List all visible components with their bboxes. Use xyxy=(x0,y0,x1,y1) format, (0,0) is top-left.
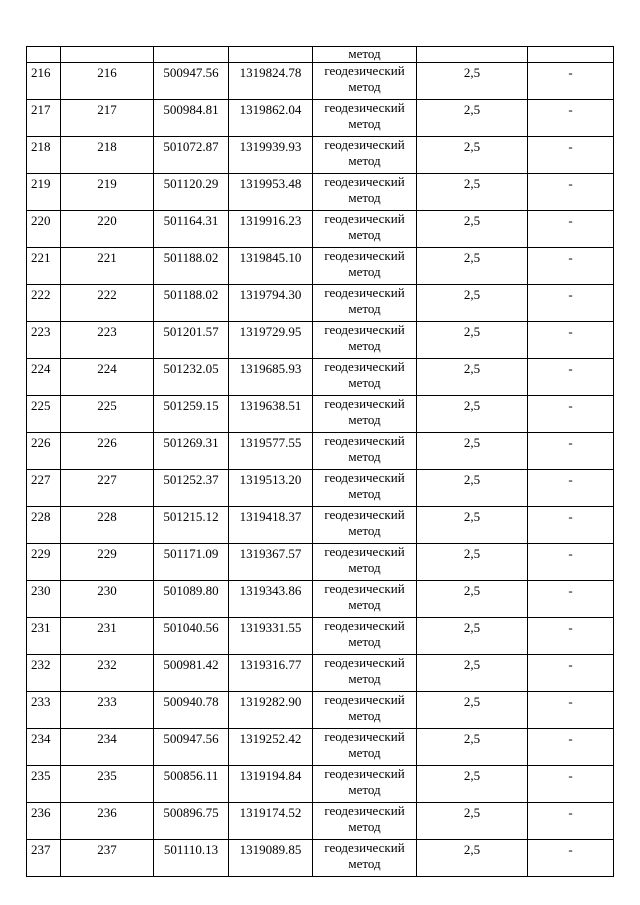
cell-description: - xyxy=(528,433,614,470)
method-line-1: геодезический xyxy=(324,840,405,855)
cell-description: - xyxy=(528,766,614,803)
method-line-2: метод xyxy=(348,523,381,538)
cell-point-number: 222 xyxy=(61,285,154,322)
cell-description: - xyxy=(528,581,614,618)
cell-row-number: 220 xyxy=(27,211,61,248)
cell-y: 1319638.51 xyxy=(229,396,313,433)
cell-row-number: 236 xyxy=(27,803,61,840)
method-line-1: геодезический xyxy=(324,137,405,152)
method-line-1: геодезический xyxy=(324,433,405,448)
cell-method xyxy=(313,211,417,248)
cell-accuracy: 2,5 xyxy=(417,137,528,174)
method-line-1: геодезический xyxy=(324,729,405,744)
cell-method xyxy=(313,655,417,692)
cell-point-number: 224 xyxy=(61,359,154,396)
table-row xyxy=(27,396,614,433)
method-line-2: метод xyxy=(348,560,381,575)
cell-accuracy: 2,5 xyxy=(417,729,528,766)
cell-y: 1319862.04 xyxy=(229,100,313,137)
method-line-2: метод xyxy=(348,338,381,353)
cell-row-number: 237 xyxy=(27,840,61,877)
cell-y: 1319845.10 xyxy=(229,248,313,285)
table-row xyxy=(27,248,614,285)
cell-description: - xyxy=(528,359,614,396)
cell-accuracy: 2,5 xyxy=(417,285,528,322)
cell-accuracy: 2,5 xyxy=(417,174,528,211)
cell-method xyxy=(313,507,417,544)
method-line-2: метод xyxy=(348,634,381,649)
table-row xyxy=(27,655,614,692)
table-row xyxy=(27,840,614,877)
cell-point-number: 234 xyxy=(61,729,154,766)
cell-point-number: 227 xyxy=(61,470,154,507)
table-row xyxy=(27,359,614,396)
cell-point-number: 230 xyxy=(61,581,154,618)
table-row xyxy=(27,618,614,655)
cell-row-number: 234 xyxy=(27,729,61,766)
table-row xyxy=(27,322,614,359)
cell-row-number: 227 xyxy=(27,470,61,507)
method-line-2: метод xyxy=(348,819,381,834)
cell-y: 1319316.77 xyxy=(229,655,313,692)
cell-point-number: 223 xyxy=(61,322,154,359)
cell-y: 1319089.85 xyxy=(229,840,313,877)
cell-description: - xyxy=(528,729,614,766)
cell-description: - xyxy=(528,840,614,877)
cell-point-number: 221 xyxy=(61,248,154,285)
cell-accuracy: 2,5 xyxy=(417,840,528,877)
cell-method xyxy=(313,174,417,211)
cell-empty xyxy=(154,47,229,63)
cell-point-number: 218 xyxy=(61,137,154,174)
table-body xyxy=(27,47,614,877)
cell-point-number: 226 xyxy=(61,433,154,470)
cell-description: - xyxy=(528,211,614,248)
cell-method-continued: метод xyxy=(313,47,417,63)
cell-y: 1319343.86 xyxy=(229,581,313,618)
cell-accuracy: 2,5 xyxy=(417,544,528,581)
cell-row-number: 231 xyxy=(27,618,61,655)
cell-point-number: 235 xyxy=(61,766,154,803)
cell-accuracy: 2,5 xyxy=(417,692,528,729)
method-line-1: геодезический xyxy=(324,692,405,707)
cell-method xyxy=(313,322,417,359)
cell-accuracy: 2,5 xyxy=(417,63,528,100)
cell-y: 1319418.37 xyxy=(229,507,313,544)
cell-row-number: 218 xyxy=(27,137,61,174)
table-row xyxy=(27,729,614,766)
cell-y: 1319685.93 xyxy=(229,359,313,396)
cell-description: - xyxy=(528,618,614,655)
cell-description: - xyxy=(528,655,614,692)
table-row xyxy=(27,507,614,544)
cell-method xyxy=(313,285,417,322)
cell-description: - xyxy=(528,803,614,840)
cell-x: 500981.42 xyxy=(154,655,229,692)
method-line-2: метод xyxy=(348,671,381,686)
cell-row-number: 226 xyxy=(27,433,61,470)
method-line-2: метод xyxy=(348,190,381,205)
method-line-1: геодезический xyxy=(324,803,405,818)
cell-point-number: 225 xyxy=(61,396,154,433)
cell-x: 501201.57 xyxy=(154,322,229,359)
cell-method xyxy=(313,840,417,877)
method-line-1: геодезический xyxy=(324,211,405,226)
table-row xyxy=(27,470,614,507)
cell-accuracy: 2,5 xyxy=(417,803,528,840)
cell-method xyxy=(313,137,417,174)
cell-point-number: 232 xyxy=(61,655,154,692)
method-line-1: геодезический xyxy=(324,248,405,263)
cell-point-number: 233 xyxy=(61,692,154,729)
cell-empty xyxy=(417,47,528,63)
cell-empty xyxy=(27,47,61,63)
cell-row-number: 230 xyxy=(27,581,61,618)
cell-method xyxy=(313,396,417,433)
cell-description: - xyxy=(528,692,614,729)
cell-y: 1319282.90 xyxy=(229,692,313,729)
table-row xyxy=(27,544,614,581)
cell-accuracy: 2,5 xyxy=(417,396,528,433)
method-line-1: геодезический xyxy=(324,655,405,670)
cell-method xyxy=(313,618,417,655)
cell-description: - xyxy=(528,248,614,285)
cell-x: 501188.02 xyxy=(154,248,229,285)
method-line-1: геодезический xyxy=(324,359,405,374)
cell-row-number: 235 xyxy=(27,766,61,803)
method-line-2: метод xyxy=(348,412,381,427)
cell-accuracy: 2,5 xyxy=(417,100,528,137)
cell-x: 500984.81 xyxy=(154,100,229,137)
cell-y: 1319939.93 xyxy=(229,137,313,174)
method-line-2: метод xyxy=(348,486,381,501)
cell-row-number: 229 xyxy=(27,544,61,581)
cell-x: 500856.11 xyxy=(154,766,229,803)
cell-point-number: 236 xyxy=(61,803,154,840)
cell-point-number: 216 xyxy=(61,63,154,100)
method-line-1: геодезический xyxy=(324,470,405,485)
method-line-1: геодезический xyxy=(324,63,405,78)
cell-x: 500947.56 xyxy=(154,63,229,100)
cell-point-number: 228 xyxy=(61,507,154,544)
cell-point-number: 220 xyxy=(61,211,154,248)
method-line-1: геодезический xyxy=(324,507,405,522)
cell-row-number: 232 xyxy=(27,655,61,692)
cell-x: 501089.80 xyxy=(154,581,229,618)
cell-row-number: 222 xyxy=(27,285,61,322)
cell-point-number: 237 xyxy=(61,840,154,877)
method-line-2: метод xyxy=(348,79,381,94)
cell-y: 1319729.95 xyxy=(229,322,313,359)
cell-y: 1319916.23 xyxy=(229,211,313,248)
method-line-1: геодезический xyxy=(324,285,405,300)
method-line-2: метод xyxy=(348,264,381,279)
method-line-1: геодезический xyxy=(324,174,405,189)
table-row xyxy=(27,174,614,211)
cell-x: 501072.87 xyxy=(154,137,229,174)
cell-y: 1319252.42 xyxy=(229,729,313,766)
cell-empty xyxy=(61,47,154,63)
cell-y: 1319577.55 xyxy=(229,433,313,470)
method-line-1: геодезический xyxy=(324,544,405,559)
cell-x: 501188.02 xyxy=(154,285,229,322)
cell-method xyxy=(313,692,417,729)
table-row xyxy=(27,433,614,470)
cell-y: 1319367.57 xyxy=(229,544,313,581)
cell-description: - xyxy=(528,470,614,507)
method-line-1: геодезический xyxy=(324,766,405,781)
cell-x: 501171.09 xyxy=(154,544,229,581)
cell-y: 1319194.84 xyxy=(229,766,313,803)
cell-method xyxy=(313,359,417,396)
table-row xyxy=(27,211,614,248)
cell-point-number: 217 xyxy=(61,100,154,137)
cell-x: 501040.56 xyxy=(154,618,229,655)
cell-x: 500940.78 xyxy=(154,692,229,729)
cell-description: - xyxy=(528,507,614,544)
cell-method xyxy=(313,470,417,507)
table-row xyxy=(27,766,614,803)
cell-row-number: 216 xyxy=(27,63,61,100)
method-line-2: метод xyxy=(348,301,381,316)
cell-empty xyxy=(229,47,313,63)
cell-accuracy: 2,5 xyxy=(417,322,528,359)
method-line-1: геодезический xyxy=(324,396,405,411)
method-line-2: метод xyxy=(348,375,381,390)
cell-method xyxy=(313,63,417,100)
cell-description: - xyxy=(528,137,614,174)
cell-x: 501120.29 xyxy=(154,174,229,211)
cell-row-number: 223 xyxy=(27,322,61,359)
cell-y: 1319174.52 xyxy=(229,803,313,840)
cell-method xyxy=(313,766,417,803)
cell-x: 501110.13 xyxy=(154,840,229,877)
cell-accuracy: 2,5 xyxy=(417,433,528,470)
cell-method xyxy=(313,100,417,137)
cell-description: - xyxy=(528,322,614,359)
cell-x: 501164.31 xyxy=(154,211,229,248)
cell-x: 500896.75 xyxy=(154,803,229,840)
cell-accuracy: 2,5 xyxy=(417,581,528,618)
cell-y: 1319953.48 xyxy=(229,174,313,211)
method-line-2: метод xyxy=(348,708,381,723)
cell-point-number: 231 xyxy=(61,618,154,655)
method-line-2: метод xyxy=(348,449,381,464)
coordinates-table xyxy=(26,46,614,877)
cell-description: - xyxy=(528,396,614,433)
table-row xyxy=(27,803,614,840)
cell-method xyxy=(313,544,417,581)
cell-y: 1319331.55 xyxy=(229,618,313,655)
cell-row-number: 225 xyxy=(27,396,61,433)
cell-x: 501269.31 xyxy=(154,433,229,470)
method-line-2: метод xyxy=(348,597,381,612)
cell-row-number: 233 xyxy=(27,692,61,729)
table-row xyxy=(27,63,614,100)
cell-point-number: 229 xyxy=(61,544,154,581)
method-line-1: геодезический xyxy=(324,618,405,633)
method-line-2: метод xyxy=(348,116,381,131)
table-row xyxy=(27,285,614,322)
cell-description: - xyxy=(528,285,614,322)
table-row xyxy=(27,137,614,174)
cell-method xyxy=(313,581,417,618)
method-line-1: геодезический xyxy=(324,581,405,596)
cell-empty xyxy=(528,47,614,63)
cell-x: 501232.05 xyxy=(154,359,229,396)
cell-accuracy: 2,5 xyxy=(417,507,528,544)
cell-row-number: 217 xyxy=(27,100,61,137)
cell-accuracy: 2,5 xyxy=(417,766,528,803)
cell-x: 501259.15 xyxy=(154,396,229,433)
method-line-1: геодезический xyxy=(324,100,405,115)
cell-row-number: 228 xyxy=(27,507,61,544)
cell-row-number: 219 xyxy=(27,174,61,211)
method-line-2: метод xyxy=(348,227,381,242)
method-line-2: метод xyxy=(348,782,381,797)
continuation-row xyxy=(27,47,614,63)
cell-y: 1319794.30 xyxy=(229,285,313,322)
table-row xyxy=(27,100,614,137)
cell-method xyxy=(313,248,417,285)
cell-description: - xyxy=(528,100,614,137)
cell-accuracy: 2,5 xyxy=(417,359,528,396)
table-row xyxy=(27,581,614,618)
table-row xyxy=(27,692,614,729)
cell-accuracy: 2,5 xyxy=(417,211,528,248)
cell-accuracy: 2,5 xyxy=(417,248,528,285)
cell-accuracy: 2,5 xyxy=(417,618,528,655)
cell-description: - xyxy=(528,544,614,581)
cell-method xyxy=(313,729,417,766)
cell-x: 501215.12 xyxy=(154,507,229,544)
cell-description: - xyxy=(528,174,614,211)
cell-method xyxy=(313,803,417,840)
method-line-2: метод xyxy=(348,153,381,168)
cell-method xyxy=(313,433,417,470)
cell-accuracy: 2,5 xyxy=(417,470,528,507)
cell-description: - xyxy=(528,63,614,100)
cell-y: 1319824.78 xyxy=(229,63,313,100)
cell-row-number: 224 xyxy=(27,359,61,396)
method-line-2: метод xyxy=(348,745,381,760)
cell-point-number: 219 xyxy=(61,174,154,211)
cell-x: 501252.37 xyxy=(154,470,229,507)
cell-accuracy: 2,5 xyxy=(417,655,528,692)
method-line-2: метод xyxy=(348,856,381,871)
cell-y: 1319513.20 xyxy=(229,470,313,507)
cell-row-number: 221 xyxy=(27,248,61,285)
cell-x: 500947.56 xyxy=(154,729,229,766)
method-line-1: геодезический xyxy=(324,322,405,337)
